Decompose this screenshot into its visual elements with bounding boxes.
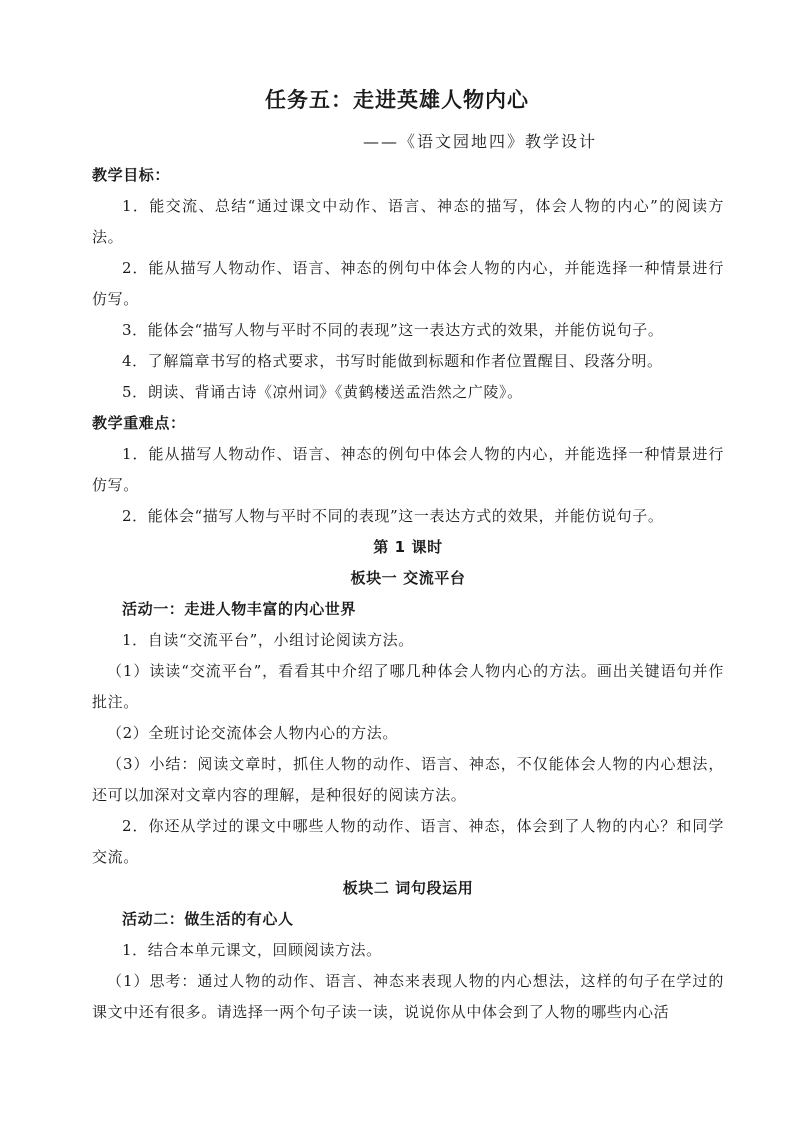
goals-heading: 教学目标： [92,166,171,184]
goal-item: 5．朗读、背诵古诗《凉州词》《黄鹤楼送孟浩然之广陵》。 [122,383,523,401]
block1-paragraph: （1）读读“交流平台”，看看其中介绍了哪几种体会人物内心的方法。画出关键语句并作批注。 [92,662,724,711]
document-title: 任务五：走进英雄人物内心 [265,88,529,112]
block2-title: 板块二 词句段运用 [342,879,474,897]
keypoints-heading: 教学重难点： [92,414,186,432]
lesson-period: 第 1 课时 [373,538,443,556]
block1-paragraph: 1．自读“交流平台”，小组讨论阅读方法。 [122,631,414,649]
block1-paragraph: （3）小结：阅读文章时，抓住人物的动作、语言、神态，不仅能体会人物的内心想法，还可以加深对文章内容的理解，是种很好的阅读方法。 [92,755,724,804]
goal-item: 2．能从描写人物动作、语言、神态的例句中体会人物的内心，并能选择一种情景进行仿写。 [92,259,724,308]
goal-item: 3．能体会“描写人物与平时不同的表现”这一表达方式的效果，并能仿说句子。 [122,321,664,339]
document-body [92,160,724,1028]
goal-item: 1．能交流、总结“通过课文中动作、语言、神态的描写，体会人物的内心”的阅读方法。 [92,197,724,246]
activity2-heading: 活动二：做生活的有心人 [122,910,294,928]
keypoint-item: 1．能从描写人物动作、语言、神态的例句中体会人物的内心，并能选择一种情景进行仿写。 [92,445,724,494]
block1-paragraph: （2）全班讨论交流体会人物内心的方法。 [107,724,398,742]
block2-paragraph: 1．结合本单元课文，回顾阅读方法。 [122,941,382,959]
block1-title: 板块一 交流平台 [350,569,466,587]
goal-item: 4．了解篇章书写的格式要求，书写时能做到标题和作者位置醒目、段落分明。 [122,352,663,370]
block2-paragraph: （1）思考：通过人物的动作、语言、神态来表现人物的内心想法，这样的句子在学过的课文中还有很多。请选择一两个句子读一读，说说你从中体会到了人物的哪些内心活 [92,972,724,1021]
keypoint-item: 2．能体会“描写人物与平时不同的表现”这一表达方式的效果，并能仿说句子。 [122,507,664,525]
activity1-heading: 活动一：走进人物丰富的内心世界 [122,600,357,618]
block1-paragraph: 2．你还从学过的课文中哪些人物的动作、语言、神态，体会到了人物的内心？和同学交流。 [92,817,724,866]
document-subtitle: ——《语文园地四》教学设计 [363,132,598,151]
